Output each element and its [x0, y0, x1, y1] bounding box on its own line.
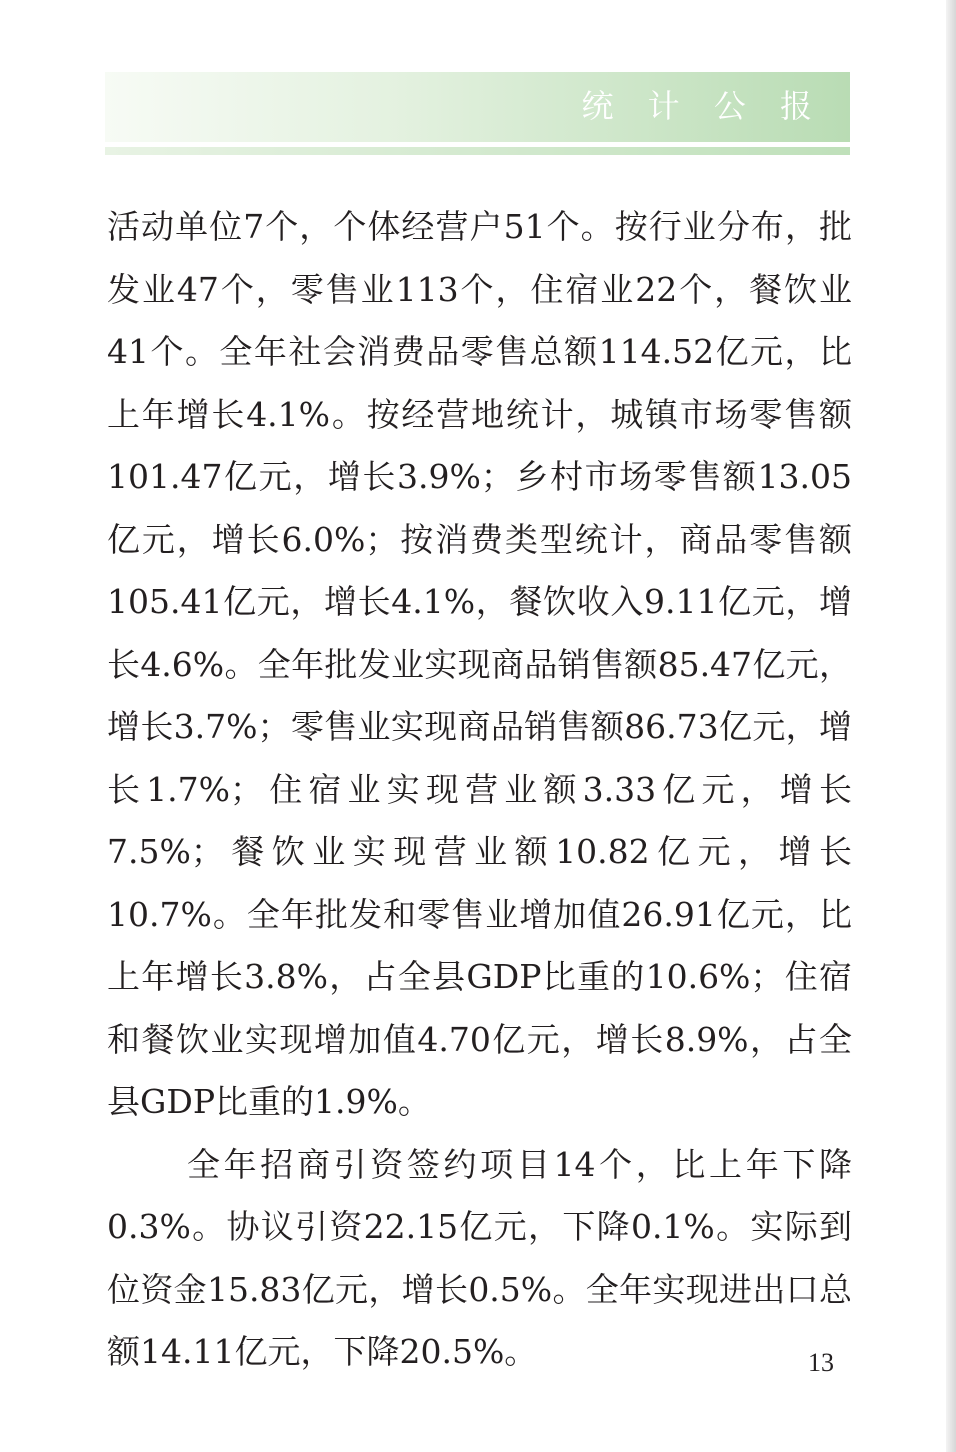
body-text — [107, 196, 852, 1384]
paragraph-1: 活动单位7个，个体经营户51个。按行业分布，批发业47个，零售业113个，住宿业22个，餐饮业41个。全年社会消费品零售总额114.52亿元，比上年增长4.1%。按经营地统计，城镇市场零售额101.47亿元，增长3.9%；乡村市场零售额13.05亿元，增长6.0%；按消费类型统计，商品零售额105.41亿元，增长4.1%，餐饮收入9.11亿元，增长4.6%。全年批发业实现商品销售额85.47亿元，增长3.7%；零售业实现商品销售额86.73亿元，增长1.7%；住宿业实现营业额3.33亿元，增长7.5%；餐饮业实现营业额10.82亿元，增长10.7%。全年批发和零售业增加值26.91亿元，比上年增长3.8%，占全县GDP比重的10.6%；住宿和餐饮业实现增加值4.70亿元，增长8.9%，占全县GDP比重的1.9%。 — [107, 207, 852, 1121]
header-band — [105, 72, 850, 142]
header-divider — [105, 147, 850, 155]
paragraph-2: 全年招商引资签约项目14个，比上年下降0.3%。协议引资22.15亿元，下降0.1%。实际到位资金15.83亿元，增长0.5%。全年实现进出口总额14.11亿元，下降20.5%。 — [107, 1144, 852, 1371]
page-number: 13 — [808, 1348, 834, 1377]
header-title: 统 计 公 报 — [581, 87, 824, 125]
page-edge-shadow — [946, 0, 956, 1452]
